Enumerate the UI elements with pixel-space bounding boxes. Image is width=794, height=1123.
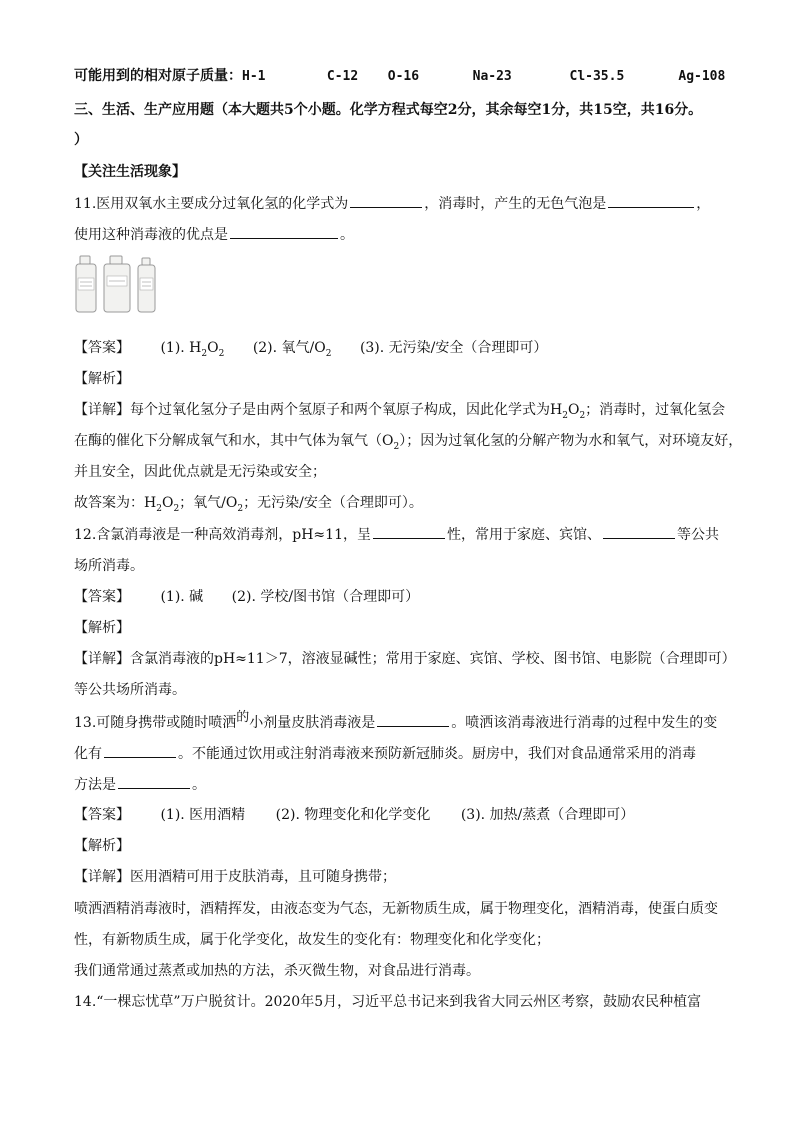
answer-label: 【答案】	[74, 340, 130, 356]
q11-text: 11.医用双氧水主要成分过氧化氢的化学式为	[74, 196, 349, 212]
q11-detail: O	[161, 495, 174, 511]
disinfectant-bottles-image	[74, 254, 164, 314]
subscript: 2	[156, 503, 162, 514]
q13-line-2	[74, 743, 696, 764]
q11-detail: ）；因为过氧化氢的分解产物为水和氧气，对环境友好，	[399, 433, 743, 449]
subscript: 2	[173, 503, 180, 514]
q13-answer-3: (3). 加热/蒸煮（合理即可）	[460, 807, 635, 823]
q12-answer-1: (1). 碱	[160, 589, 204, 605]
q11-answer	[74, 338, 547, 364]
q11-blank-1[interactable]	[350, 193, 422, 208]
q13-blank-2[interactable]	[104, 743, 176, 758]
q11-answer-2: (2). 氧气/O	[252, 340, 326, 356]
q11-text: 。	[340, 227, 354, 243]
q12-blank-1[interactable]	[373, 524, 445, 539]
mass-o: O-16	[387, 69, 420, 84]
subscript: 2	[218, 348, 225, 359]
q11-blank-2[interactable]	[608, 193, 694, 208]
q13-text: 的	[236, 710, 250, 725]
q13-text: 13.可随身携带或随时喷洒	[74, 715, 237, 731]
q13-line-3	[74, 774, 206, 795]
section-title: 三、生活、生产应用题（本大题共5个小题。化学方程式每空2分，其余每空1分，共15空，共16分。	[74, 102, 703, 118]
q13-detail-line-2: 喷洒酒精消毒液时，酒精挥发，由液态变为气态，无新物质生成，属于物理变化，酒精消毒，使蛋白质变	[74, 901, 718, 917]
mass-c: C-12	[326, 69, 359, 84]
q13-text: 。不能通过饮用或注射消毒液来预防新冠肺炎。厨房中，我们对食品通常采用的消毒	[178, 746, 696, 762]
q13-analysis-label: 【解析】	[74, 838, 130, 854]
q11-detail-line-3: 并且安全，因此优点就是无污染或安全；	[74, 464, 326, 480]
q14-line-1: 14.“一棵忘忧草”万户脱贫计。2020年5月，习近平总书记来到我省大同云州区考察，鼓励农民种植富	[74, 994, 702, 1010]
q11-detail: 故答案为：H	[74, 495, 157, 511]
q11-answer-1: O	[207, 340, 219, 356]
section-subheading: 【关注生活现象】	[74, 164, 186, 180]
q11-text: ，	[696, 196, 711, 212]
q12-text: 等公共	[676, 527, 719, 543]
q13-text: 。	[192, 777, 206, 793]
detail-label: 【详解】	[74, 402, 130, 418]
q11-detail: ；无污染/安全（合理即可）。	[243, 495, 423, 511]
q12-line-2: 场所消毒。	[74, 558, 144, 574]
q11-detail: ；氧气/O	[179, 495, 238, 511]
q13-line-1	[74, 712, 717, 734]
q12-answer-2: (2). 学校/图书馆（合理即可）	[231, 589, 420, 605]
mass-cl: Cl-35.5	[569, 69, 625, 84]
answer-label: 【答案】	[74, 807, 130, 823]
q11-detail-line-2	[74, 431, 742, 457]
q11-detail-line-1	[74, 400, 725, 426]
detail-label: 【详解】	[74, 651, 130, 667]
mass-ag: Ag-108	[678, 69, 726, 84]
masses-label: 可能用到的相对原子质量：	[74, 68, 242, 84]
q13-text: 小剂量皮肤消毒液是	[249, 715, 376, 731]
q12-detail: 含氯消毒液的pH≈11＞7，溶液显碱性；常用于家庭、宾馆、学校、图书馆、电影院（合理即可）	[130, 651, 736, 667]
mass-h: H-1	[242, 69, 266, 84]
q13-text: 化有	[74, 746, 102, 762]
q13-text: 方法是	[74, 777, 116, 793]
q13-answer-1: (1). 医用酒精	[160, 807, 246, 823]
q11-blank-3[interactable]	[230, 224, 338, 239]
q11-text: ，消毒时，产生的无色气泡是	[424, 196, 607, 212]
q12-line-1	[74, 524, 719, 545]
q13-detail-line-1	[74, 867, 396, 887]
q11-detail: 每个过氧化氢分子是由两个氢原子和两个氧原子构成，因此化学式为H	[130, 402, 563, 418]
q13-answer-2: (2). 物理变化和化学变化	[275, 807, 431, 823]
detail-label: 【详解】	[74, 869, 130, 885]
q11-detail: O	[567, 402, 580, 418]
subscript: 2	[237, 503, 244, 514]
q11-detail-line-4	[74, 493, 423, 519]
q12-text: 12.含氯消毒液是一种高效消毒剂，pH≈11，呈	[74, 527, 371, 543]
q11-answer-1: (1). H	[160, 340, 202, 356]
subscript: 2	[562, 410, 568, 421]
q11-text: 使用这种消毒液的优点是	[74, 227, 228, 243]
q12-blank-2[interactable]	[603, 524, 675, 539]
q13-detail-line-3: 性，有新物质生成，属于化学变化，故发生的变化有：物理变化和化学变化；	[74, 932, 550, 948]
subscript: 2	[325, 348, 332, 359]
subscript: 2	[201, 348, 208, 359]
q11-detail: 在酶的催化下分解成氧气和水，其中气体为氧气（O	[74, 433, 394, 449]
answer-label: 【答案】	[74, 589, 130, 605]
q11-analysis-label: 【解析】	[74, 371, 130, 387]
q11-answer-3: (3). 无污染/安全（合理即可）	[359, 340, 548, 356]
subscript: 2	[393, 441, 400, 452]
q13-answer	[74, 805, 634, 825]
subscript: 2	[579, 410, 586, 421]
q12-analysis-label: 【解析】	[74, 620, 130, 636]
q11-line-2	[74, 224, 354, 245]
q12-detail-line-1	[74, 649, 736, 669]
q11-line-1	[74, 193, 710, 214]
q13-blank-1[interactable]	[377, 712, 449, 727]
q13-detail-line-4: 我们通常通过蒸煮或加热的方法，杀灭微生物，对食品进行消毒。	[74, 963, 480, 979]
q13-blank-3[interactable]	[118, 774, 190, 789]
q12-answer	[74, 587, 419, 607]
q12-text: 性，常用于家庭、宾馆、	[446, 527, 601, 543]
q13-detail: 医用酒精可用于皮肤消毒，且可随身携带；	[130, 869, 396, 885]
atomic-masses-line	[74, 66, 725, 87]
mass-na: Na-23	[472, 69, 512, 84]
q13-text: 。喷洒该消毒液进行消毒的过程中发生的变	[451, 715, 718, 731]
section-title-close: ）	[74, 132, 88, 148]
q11-detail: ；消毒时，过氧化氢会	[585, 402, 726, 418]
q12-detail-line-2: 等公共场所消毒。	[74, 682, 186, 698]
